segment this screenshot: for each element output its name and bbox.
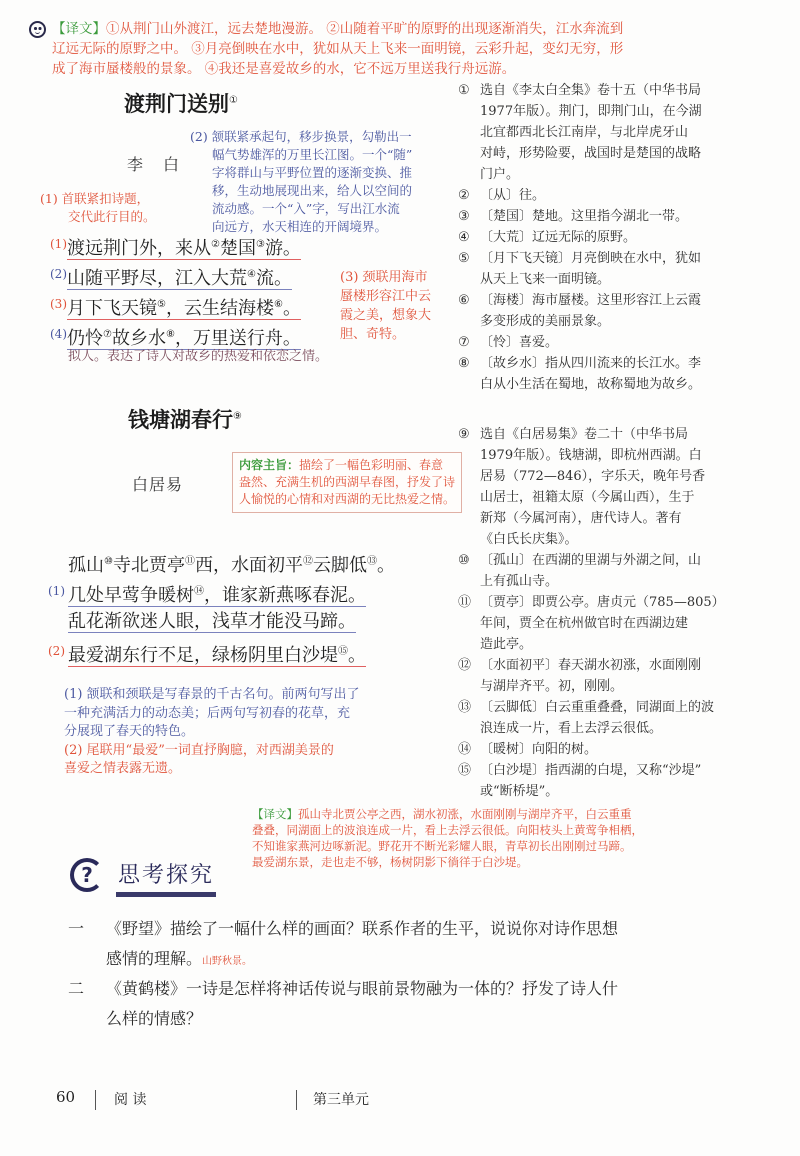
poem-line: $^{(2)}$山随平野尽，江入大荒④流。: [50, 267, 292, 289]
footnote-12: ⑫ 〔水面初平〕春天湖水初涨，水面刚刚 与湖岸齐平。初，刚刚。: [458, 658, 702, 694]
poem-line: $^{(3)}$月下飞天镜⑤，云生结海楼⑥。: [50, 297, 301, 319]
footer-book-section: 阅 读: [114, 1092, 147, 1108]
question-circle-icon: ?: [70, 858, 104, 892]
footer-divider: [95, 1090, 96, 1110]
poem2-lines: [48, 548, 395, 668]
footnote-6: ⑥ 〔海楼〕海市蜃楼。这里形容江上云霞 多变形成的美丽景象。: [458, 293, 702, 329]
summary-label: 内容主旨：: [239, 458, 300, 472]
section-title: 思考探究: [118, 863, 215, 888]
poem2-annotations: (1) 颔联和颈联是写春景的千古名句。前两句写出了 一种充满活力的动态美；后两句写初春的花草，充 分展现了春天的特色。 (2) 尾联用“最爱”一词直抒胸臆，对西湖美景的 喜爱之情表露无遗。: [64, 687, 360, 776]
poem-line: $^{(1)}$渡远荆门外，来从②楚国③游。: [50, 237, 301, 259]
top-translation: 【译文】①从荆门山外渡江，远去楚地漫游。 ②山随着平旷的原野的出现逐渐消失，江水奔流到 辽远无际的原野之中。 ③月亮倒映在水中，犹如从天上飞来一面明镜，云彩升起，变幻无穷，形 成了海市蜃楼般的景象。 ④我还是喜爱故乡的水，它不远万里送我行舟远游。: [52, 21, 624, 77]
poem-line: (1) 几处早莺争暖树⑭，谁家新燕啄春泥。: [48, 584, 366, 606]
footer-divider: [296, 1090, 297, 1110]
poem1-annotation-1: (1) 首联紧扣诗题， 交代此行目的。: [40, 191, 156, 224]
page-number: 60: [56, 1088, 76, 1106]
footnote-4: ④ 〔大荒〕辽远无际的原野。: [458, 230, 637, 245]
poem2-translation: 【译文】孤山寺北贾公亭之西，湖水初涨，水面刚刚与湖岸齐平，白云重重 叠叠，同湖面上的波浪连成一片，看上去浮云很低。向阳枝头上黄莺争相栖， 不知谁家燕河边啄新泥。野花开不断光彩耀人眼，青草初长出刚刚过马蹄。 最爱湖东景，走也走不够，杨树阴影下徜徉于白沙堤。: [252, 807, 643, 869]
poem1-annotation-3: (3) 颈联用海市 蜃楼形容江中云 霞之美，想象大 胆、奇特。: [340, 270, 432, 342]
translation-label: 【译文】: [52, 21, 106, 37]
handwritten-answer: 山野秋景。: [202, 956, 253, 967]
section-title-underline: [116, 892, 216, 897]
footnote-3: ③ 〔楚国〕楚地。这里指今湖北一带。: [458, 209, 689, 224]
footnotes-group-2: [458, 424, 788, 802]
footnote-7: ⑦ 〔怜〕喜爱。: [458, 335, 559, 350]
footnote-14: ⑭ 〔暖树〕向阳的树。: [458, 742, 598, 757]
footnotes-group-1: [458, 80, 788, 395]
footnote-10: ⑩ 〔孤山〕在西湖的里湖与外湖之间，山 上有孤山寺。: [458, 553, 702, 589]
footnote-11: ⑪ 〔贾亭〕即贾公亭。唐贞元（785—805） 年间，贾全在杭州做官时在西湖边建 造此亭。: [458, 595, 725, 652]
poem-line: 乱花渐欲迷人眼，浅草才能没马蹄。: [68, 611, 356, 632]
poem1-annotation-4: 拟人。表达了诗人对故乡的热爱和依恋之情。: [68, 349, 329, 364]
footnote-15: ⑮ 〔白沙堤〕指西湖的白堤，又称“沙堤” 或“断桥堤”。: [458, 763, 702, 799]
poem-line: 孤山⑩寺北贾亭⑪西，水面初平⑫云脚低⑬。: [68, 555, 395, 576]
footnote-1: ① 选自《李太白全集》卷十五（中华书局 1977年版）。荆门，即荆门山，在今湖 北宜都西北长江南岸，与北岸虎牙山 对峙，形势险要，战国时是楚国的战略 门户。: [458, 83, 702, 182]
footnote-13: ⑬ 〔云脚低〕白云重重叠叠，同湖面上的波 浪连成一片，看上去浮云很低。: [458, 700, 715, 736]
poem1-lines: [50, 231, 301, 351]
question-2: 二 《黄鹤楼》一诗是怎样将神话传说与眼前景物融为一体的？抒发了诗人什 么样的情感？: [68, 979, 619, 1028]
poem-line: $^{(4)}$仍怜⑦故乡水⑧，万里送行舟。: [50, 327, 301, 349]
question-1: 一 《野望》描绘了一幅什么样的画面？联系作者的生平，说说你对诗作思想 感情的理解。山野秋景。: [68, 919, 619, 968]
poem2-title: 钱塘湖春行⑨: [128, 408, 242, 432]
footnote-2: ② 〔从〕往。: [458, 188, 546, 203]
footnote-8: ⑧ 〔故乡水〕指从四川流来的长江水。李 白从小生活在蜀地，故称蜀地为故乡。: [458, 356, 702, 392]
poem-line: (2) 最爱湖东行不足，绿杨阴里白沙堤⑮。: [48, 644, 366, 666]
poem2-author: 白居易: [132, 475, 184, 494]
poem1-author: 李 白: [127, 155, 182, 174]
poem1-annotation-2: (2) 颔联紧承起句，移步换景，勾勒出一 幅气势雄浑的万里长江图。一个“随” 字将群山与平野位置的逐渐变换、推 移，生动地展现出来，给人以空间的 流动感。一个“入”字，写出江水流 向远方，水天相连的开阔境界。: [190, 129, 413, 234]
poem1-title: 渡荆门送别①: [124, 92, 238, 116]
footnote-5: ⑤ 〔月下飞天镜〕月亮倒映在水中，犹如 从天上飞来一面明镜。: [458, 251, 702, 287]
footer-unit: 第三单元: [313, 1092, 369, 1108]
content-summary-box: 内容主旨：描绘了一幅色彩明丽、春意盎然、充满生机的西湖早春图，抒发了诗人愉悦的心情和对西湖的无比热爱之情。: [232, 452, 462, 513]
footnote-9: ⑨ 选自《白居易集》卷二十（中华书局 1979年版）。钱塘湖，即杭州西湖。白 居易（772—846），字乐天，晚年号香 山居士，祖籍太原（今属山西），生于 新郑（今属河南），唐代诗人。著有 《白氏长庆集》。: [458, 427, 706, 547]
